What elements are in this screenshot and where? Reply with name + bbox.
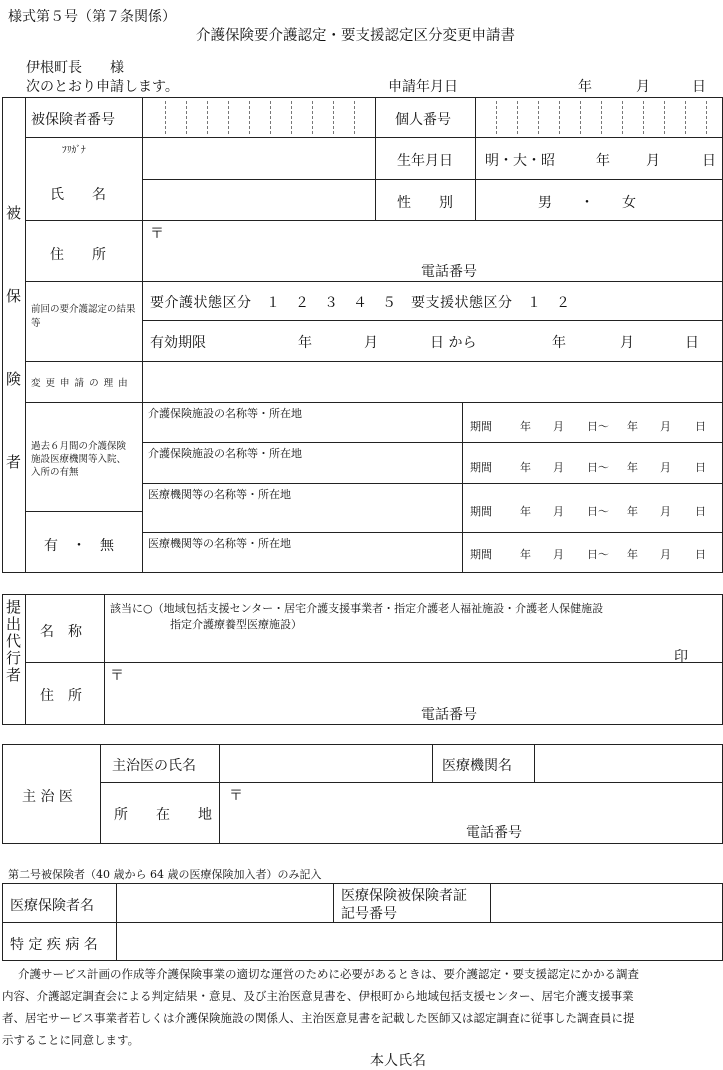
- card-label-2: 記号番号: [341, 906, 397, 922]
- postal-mark: 〒: [150, 226, 164, 242]
- gender-options[interactable]: 男 ・ 女: [538, 195, 636, 211]
- addressee: 伊根町長 様: [26, 60, 124, 76]
- birth-year: 年: [596, 153, 610, 169]
- validity-label: 有効期限: [150, 335, 206, 351]
- doctor-phone-label: 電話番号: [466, 825, 522, 841]
- personal-number-label: 個人番号: [395, 112, 451, 128]
- valid-from-day: 日 から: [430, 335, 477, 351]
- furigana-label: ﾌﾘｶﾞﾅ: [62, 145, 86, 156]
- valid-to-year: 年: [552, 335, 566, 351]
- institution-label: 医療機関名: [442, 758, 512, 774]
- facility-label-2: 介護保険施設の名称等・所在地: [148, 447, 302, 460]
- consent-line-2: 内容、介護認定調査会による判定結果・意見、及び主治医意見書を、伊根町から地域包括支援センター、居宅介護支援事業: [2, 989, 634, 1003]
- doctor-location-label: 所 在 地: [114, 807, 212, 823]
- agent-address-label: 住 所: [40, 688, 82, 704]
- medical-label-2: 医療機関等の名称等・所在地: [148, 537, 291, 550]
- insured-side-label-4: 者: [6, 453, 22, 471]
- signature-label: 本人氏名: [370, 1053, 426, 1069]
- second-insured-note: 第二号被保険者（40 歳から 64 歳の医療保険加入者）のみ記入: [8, 868, 322, 881]
- birthdate-era: 明・大・昭: [485, 153, 555, 169]
- valid-from-month: 月: [364, 335, 378, 351]
- history-label: 過去６月間の介護保険施設医療機関等入院、入所の有無: [31, 441, 127, 478]
- gender-label: 性 別: [397, 195, 453, 211]
- date-month: 月: [636, 79, 650, 95]
- agent-note-1: 該当に○（地域包括支援センター・居宅介護支援事業者・指定介護老人福祉施設・介護老人保健施設: [110, 602, 604, 615]
- care-level-options[interactable]: 要介護状態区分 １ ２ ３ ４ ５ 要支援状態区分 １ ２: [150, 295, 571, 311]
- valid-from-year: 年: [298, 335, 312, 351]
- birthdate-label: 生年月日: [397, 153, 453, 169]
- date-day: 日: [692, 79, 706, 95]
- insurer-label: 医療保険者名: [10, 898, 94, 914]
- doctor-name-label: 主治医の氏名: [112, 758, 196, 774]
- yes-no-options[interactable]: 有 ・ 無: [44, 538, 114, 554]
- change-reason-field[interactable]: [144, 363, 721, 401]
- agent-side-label: 提出代行者: [4, 599, 22, 684]
- insured-side-label-2: 保: [6, 287, 22, 305]
- facility-label-1: 介護保険施設の名称等・所在地: [148, 407, 302, 420]
- agent-note-2: 指定介護療養型医療施設）: [170, 618, 302, 631]
- doctor-side-label: 主 治 医: [22, 789, 73, 805]
- birth-month: 月: [646, 153, 660, 169]
- name-label: 氏 名: [50, 187, 106, 203]
- birth-day: 日: [702, 153, 716, 169]
- application-date-label: 申請年月日: [388, 79, 458, 95]
- card-label-1: 医療保険被保険者証: [341, 888, 467, 904]
- insured-side-label-3: 険: [6, 370, 22, 388]
- address-label: 住 所: [50, 247, 106, 263]
- medical-label-1: 医療機関等の名称等・所在地: [148, 488, 291, 501]
- personal-number-field[interactable]: [477, 99, 721, 136]
- consent-line-3: 者、居宅サービス事業者若しくは介護保険施設の関係人、主治医意見書を記載した医師又は認定調査に従事した調査員に提: [2, 1011, 635, 1025]
- agent-seal: 印: [674, 649, 688, 665]
- change-reason-label: 変 更 申 請 の 理 由: [31, 378, 129, 389]
- disease-label: 特 定 疾 病 名: [10, 937, 98, 953]
- prev-cert-label: 前回の要介護認定の結果等: [31, 304, 136, 329]
- form-title: 介護保険要介護認定・要支援認定区分変更申請書: [196, 28, 515, 44]
- agent-phone-label: 電話番号: [421, 707, 477, 723]
- phone-label: 電話番号: [421, 264, 477, 280]
- consent-line-4: 示することに同意します。: [2, 1033, 140, 1047]
- form-number: 様式第５号（第７条関係）: [8, 9, 176, 25]
- intro-text: 次のとおり申請します。: [26, 79, 179, 95]
- agent-name-label: 名 称: [40, 624, 82, 640]
- insured-side-label-1: 被: [6, 204, 22, 222]
- valid-to-day: 日: [685, 335, 699, 351]
- valid-to-month: 月: [620, 335, 634, 351]
- date-year: 年: [578, 79, 592, 95]
- doctor-postal-mark: 〒: [229, 788, 243, 804]
- insured-number-field[interactable]: [144, 99, 374, 136]
- consent-line-1: 介護サービス計画の作成等介護保険事業の適切な運営のために必要があるときは、要介護認定・要支援認定にかかる調査: [18, 967, 639, 981]
- insured-number-label: 被保険者番号: [31, 112, 115, 128]
- name-field[interactable]: [144, 139, 374, 219]
- agent-postal-mark: 〒: [110, 668, 124, 684]
